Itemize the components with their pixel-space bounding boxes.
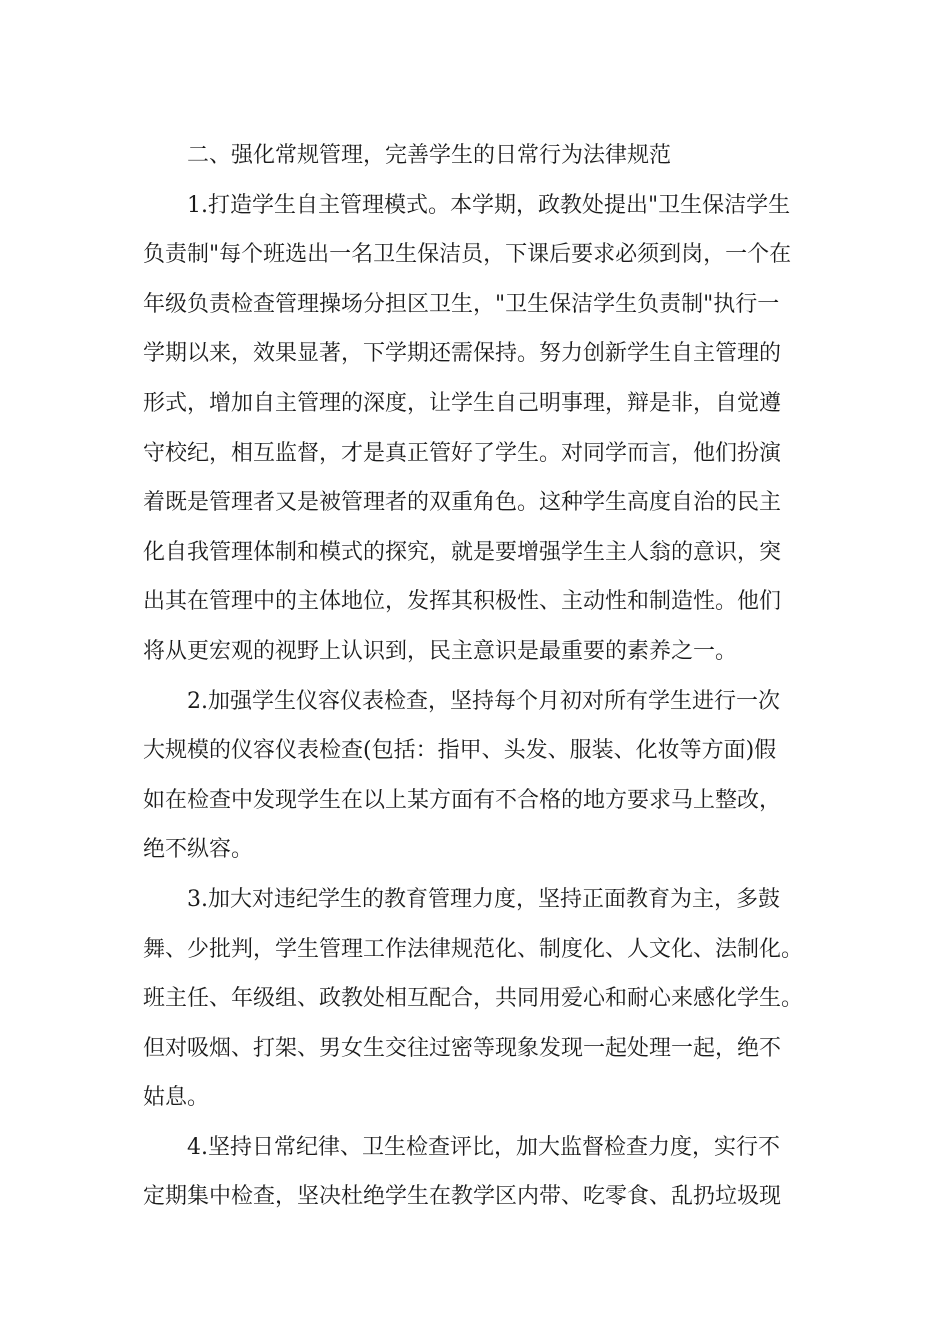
paragraph-3-line: 班主任、年级组、政教处相互配合，共同用爱心和耐心来感化学生。 [143, 986, 804, 1012]
paragraph-1-line: 着既是管理者又是被管理者的双重角色。这种学生高度自治的民主 [143, 490, 782, 516]
paragraph-4-line: 4.坚持日常纪律、卫生检查评比，加大监督检查力度，实行不 [187, 1134, 780, 1160]
paragraph-1-line: 化自我管理体制和模式的探究，就是要增强学生主人翁的意识，突 [143, 539, 782, 565]
paragraph-1-line: 形式，增加自主管理的深度，让学生自己明事理，辩是非，自觉遵 [143, 390, 782, 416]
paragraph-2-line: 大规模的仪容仪表检查(包括：指甲、头发、服装、化妆等方面)假 [143, 738, 777, 764]
paragraph-1-line: 负责制"每个班选出一名卫生保洁员，下课后要求必须到岗，一个在 [143, 242, 792, 268]
document-body [143, 131, 823, 1222]
paragraph-2-line: 2.加强学生仪容仪表检查，坚持每个月初对所有学生进行一次 [187, 688, 780, 714]
paragraph-3-line: 舞、少批判，学生管理工作法律规范化、制度化、人文化、法制化。 [143, 936, 804, 962]
paragraph-3-line: 但对吸烟、打架、男女生交往过密等现象发现一起处理一起，绝不 [143, 1035, 782, 1061]
paragraph-3-line: 姑息。 [143, 1085, 210, 1111]
paragraph-1-line: 年级负责检查管理操场分担区卫生，"卫生保洁学生负责制"执行一 [143, 291, 780, 317]
paragraph-1-line: 守校纪，相互监督，才是真正管好了学生。对同学而言，他们扮演 [143, 440, 782, 466]
paragraph-3-line: 3.加大对违纪学生的教育管理力度，坚持正面教育为主，多鼓 [187, 886, 780, 912]
paragraph-1-line: 出其在管理中的主体地位，发挥其积极性、主动性和制造性。他们 [143, 589, 782, 615]
paragraph-2-line: 绝不纵容。 [143, 837, 254, 863]
paragraph-2-line: 如在检查中发现学生在以上某方面有不合格的地方要求马上整改， [143, 787, 782, 813]
paragraph-1-line: 将从更宏观的视野上认识到，民主意识是最重要的素养之一。 [143, 638, 738, 664]
paragraph-1-line: 学期以来，效果显著，下学期还需保持。努力创新学生自主管理的 [143, 341, 782, 367]
paragraph-4-line: 定期集中检查，坚决杜绝学生在教学区内带、吃零食、乱扔垃圾现 [143, 1184, 782, 1210]
section-heading: 二、强化常规管理，完善学生的日常行为法律规范 [187, 143, 672, 168]
paragraph-1-line: 1.打造学生自主管理模式。本学期，政教处提出"卫生保洁学生 [187, 192, 791, 218]
